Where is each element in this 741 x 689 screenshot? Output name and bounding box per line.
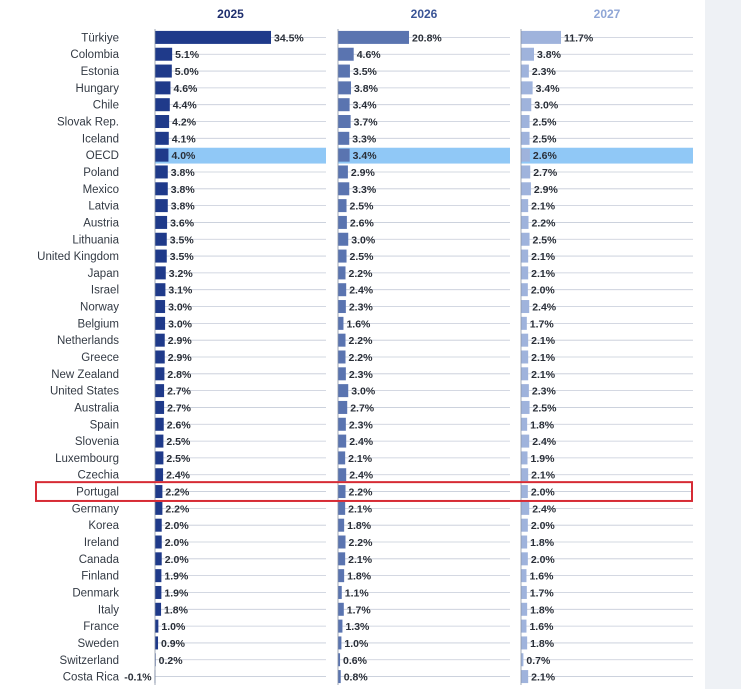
data-label: 2.5% <box>166 452 191 465</box>
bar <box>521 367 528 380</box>
data-label: 2.2% <box>165 486 190 499</box>
bar <box>521 182 531 195</box>
category-label: Türkiye <box>81 32 119 45</box>
bar <box>338 670 341 683</box>
category-label: Greece <box>81 351 119 364</box>
bar <box>521 149 530 162</box>
bar <box>155 620 158 633</box>
data-label: 1.8% <box>530 637 555 650</box>
data-label: 2.9% <box>533 183 558 196</box>
category-label: Denmark <box>72 587 119 600</box>
data-label: 2.4% <box>532 503 557 516</box>
data-label: 2.7% <box>533 166 558 179</box>
data-label: 2.5% <box>532 234 557 247</box>
data-label: 2.8% <box>167 368 192 381</box>
bar <box>338 485 346 498</box>
bar <box>338 182 349 195</box>
category-label: Slovenia <box>74 436 119 449</box>
bar <box>155 199 168 212</box>
bar <box>155 401 164 414</box>
data-label: 2.5% <box>349 200 374 213</box>
data-label: 3.5% <box>352 66 377 79</box>
bar <box>338 266 346 279</box>
bar <box>155 552 162 565</box>
category-label: Portugal <box>76 486 119 499</box>
bar <box>521 300 529 313</box>
panel-title: 2025 <box>217 7 244 21</box>
data-label: 2.1% <box>348 503 373 516</box>
data-label: 3.6% <box>170 217 195 230</box>
data-label: 2.5% <box>532 116 557 129</box>
data-label: 1.8% <box>347 570 372 583</box>
bar <box>155 485 162 498</box>
bar <box>155 603 161 616</box>
bar <box>521 569 526 582</box>
data-label: 4.2% <box>172 116 197 129</box>
bar <box>338 48 354 61</box>
data-label: -0.1% <box>124 671 152 684</box>
data-label: 0.7% <box>526 654 551 667</box>
category-label: United States <box>49 385 119 398</box>
data-label: 2.3% <box>348 419 373 432</box>
bar <box>338 300 346 313</box>
data-label: 2.0% <box>164 537 189 550</box>
category-label: Australia <box>74 402 119 415</box>
bar <box>338 401 347 414</box>
bar <box>155 48 172 61</box>
data-label: 2.5% <box>532 402 557 415</box>
data-label: 3.3% <box>352 133 377 146</box>
bar <box>338 165 348 178</box>
category-label: OECD <box>85 150 119 163</box>
data-label: 3.8% <box>353 82 378 95</box>
bar <box>338 283 346 296</box>
bar <box>338 115 351 128</box>
data-label: 4.0% <box>171 150 196 163</box>
category-label: Switzerland <box>59 654 119 667</box>
data-label: 11.7% <box>564 32 594 45</box>
data-label: 20.8% <box>412 32 442 45</box>
data-label: 2.1% <box>531 351 556 364</box>
category-label: Italy <box>97 604 119 617</box>
bar <box>521 418 527 431</box>
bar <box>155 250 167 263</box>
data-label: 34.5% <box>274 32 304 45</box>
bar <box>338 519 344 532</box>
data-label: 2.4% <box>349 436 374 449</box>
bar <box>155 418 164 431</box>
data-label: 2.6% <box>349 217 374 230</box>
data-label: 2.1% <box>531 469 556 482</box>
data-label: 2.2% <box>348 486 373 499</box>
bar <box>338 586 342 599</box>
bar <box>338 132 349 145</box>
data-label: 4.6% <box>356 49 381 62</box>
data-label: 2.2% <box>348 351 373 364</box>
bar <box>521 435 529 448</box>
bar <box>155 569 161 582</box>
bar <box>338 250 347 263</box>
bar <box>521 334 528 347</box>
data-label: 2.4% <box>532 301 557 314</box>
bar <box>155 536 162 549</box>
bar <box>521 266 528 279</box>
data-label: 1.6% <box>529 621 554 634</box>
data-label: 3.4% <box>352 99 377 112</box>
bar <box>521 586 527 599</box>
bar <box>155 233 167 246</box>
data-label: 1.8% <box>530 537 555 550</box>
bar <box>338 31 409 44</box>
bar <box>521 670 528 683</box>
bar <box>155 350 165 363</box>
data-label: 2.0% <box>530 553 555 566</box>
data-label: 1.7% <box>529 587 554 600</box>
bar <box>155 435 163 448</box>
data-label: 2.1% <box>348 452 373 465</box>
bar <box>521 216 529 229</box>
category-label: Costa Rica <box>62 671 119 684</box>
data-label: 1.6% <box>529 570 554 583</box>
category-label: Netherlands <box>56 335 119 348</box>
bar <box>521 485 528 498</box>
bar <box>521 233 530 246</box>
data-label: 3.0% <box>534 99 559 112</box>
bar <box>521 384 529 397</box>
bar <box>521 283 528 296</box>
data-label: 2.3% <box>531 385 556 398</box>
category-label: New Zealand <box>51 368 119 381</box>
category-label: Finland <box>81 570 119 583</box>
category-label: Poland <box>83 166 119 179</box>
panel-title: 2026 <box>410 7 438 21</box>
category-label: Czechia <box>77 469 119 482</box>
category-label: Belgium <box>77 318 119 331</box>
bar <box>155 300 165 313</box>
data-label: 2.0% <box>530 520 555 533</box>
panel-title: 2027 <box>593 7 621 21</box>
bar <box>155 451 163 464</box>
category-label: Japan <box>87 267 119 280</box>
category-label: Iceland <box>81 133 119 146</box>
data-label: 2.6% <box>166 419 191 432</box>
data-label: 3.4% <box>352 150 377 163</box>
bar <box>521 620 526 633</box>
data-label: 1.7% <box>529 318 554 331</box>
category-label: Colombia <box>70 49 119 62</box>
bar <box>338 65 350 78</box>
data-label: 3.0% <box>168 318 193 331</box>
category-label: Mexico <box>82 183 119 196</box>
bar <box>155 334 165 347</box>
data-label: 2.4% <box>349 469 374 482</box>
data-label: 1.8% <box>530 419 555 432</box>
bar <box>338 552 345 565</box>
bar <box>521 350 528 363</box>
bar <box>521 519 528 532</box>
bar <box>338 350 346 363</box>
data-label: 2.0% <box>530 486 555 499</box>
bar <box>338 451 345 464</box>
category-label: Norway <box>80 301 119 314</box>
data-label: 2.9% <box>167 351 192 364</box>
data-label: 4.1% <box>171 133 196 146</box>
data-label: 1.9% <box>164 587 189 600</box>
data-label: 0.2% <box>158 654 183 667</box>
data-label: 5.0% <box>174 66 199 79</box>
data-label: 3.0% <box>351 234 376 247</box>
data-label: 3.8% <box>170 183 195 196</box>
data-label: 2.4% <box>349 284 374 297</box>
bar <box>338 334 346 347</box>
category-label: Ireland <box>83 537 119 550</box>
data-label: 2.6% <box>532 150 557 163</box>
bar <box>155 115 169 128</box>
bar <box>338 569 344 582</box>
bar <box>155 468 163 481</box>
category-label: Chile <box>92 99 119 112</box>
bar <box>521 552 528 565</box>
data-label: 2.9% <box>350 166 375 179</box>
bar <box>155 586 161 599</box>
bar <box>521 165 530 178</box>
bar <box>521 132 530 145</box>
data-label: 2.9% <box>167 335 192 348</box>
bar <box>521 451 527 464</box>
bar <box>521 31 561 44</box>
data-label: 5.1% <box>175 49 200 62</box>
data-label: 0.6% <box>343 654 367 667</box>
data-label: 2.1% <box>531 335 556 348</box>
bar <box>338 468 346 481</box>
bar <box>338 502 345 515</box>
bar <box>521 115 530 128</box>
category-label: Spain <box>89 419 119 432</box>
bar <box>338 418 346 431</box>
bar <box>521 199 528 212</box>
data-label: 2.1% <box>531 671 556 684</box>
bar <box>155 81 170 94</box>
bar <box>155 266 166 279</box>
data-label: 2.2% <box>348 267 373 280</box>
data-label: 2.0% <box>530 284 555 297</box>
bar <box>155 384 164 397</box>
category-label: Latvia <box>88 200 119 213</box>
data-label: 2.7% <box>167 385 192 398</box>
bar <box>521 502 529 515</box>
data-label: 1.3% <box>345 621 370 634</box>
data-label: 2.4% <box>532 436 557 449</box>
category-label: Hungary <box>75 82 119 95</box>
data-label: 1.1% <box>344 587 369 600</box>
bar <box>521 48 534 61</box>
data-label: 2.7% <box>350 402 375 415</box>
bar <box>521 536 527 549</box>
bar <box>155 65 172 78</box>
data-label: 2.2% <box>348 537 373 550</box>
category-label: Israel <box>90 284 119 297</box>
bar <box>338 620 342 633</box>
category-label: Luxembourg <box>55 452 119 465</box>
bar <box>155 317 165 330</box>
bar <box>338 536 346 549</box>
data-label: 2.1% <box>531 200 556 213</box>
bar <box>338 636 341 649</box>
bar <box>155 182 168 195</box>
category-label: Estonia <box>80 66 119 79</box>
data-label: 3.4% <box>535 82 560 95</box>
data-label: 3.8% <box>536 49 561 62</box>
data-label: 2.3% <box>348 368 373 381</box>
data-label: 2.0% <box>164 553 189 566</box>
bar <box>338 317 343 330</box>
bar <box>338 81 351 94</box>
data-label: 2.2% <box>165 503 190 516</box>
data-label: 3.0% <box>168 301 193 314</box>
data-label: 2.5% <box>532 133 557 146</box>
bar <box>338 98 350 111</box>
data-label: 3.8% <box>170 166 195 179</box>
bar <box>155 216 167 229</box>
data-label: 1.6% <box>346 318 371 331</box>
category-label: Germany <box>71 503 119 516</box>
data-label: 1.8% <box>164 604 188 617</box>
bar <box>338 603 344 616</box>
data-label: 2.2% <box>348 335 373 348</box>
bar <box>155 519 162 532</box>
category-label: Canada <box>78 553 119 566</box>
data-label: 2.1% <box>531 251 556 264</box>
data-label: 2.1% <box>531 267 556 280</box>
data-label: 2.0% <box>164 520 189 533</box>
data-label: 2.4% <box>166 469 191 482</box>
bar <box>521 81 533 94</box>
data-label: 1.9% <box>530 452 555 465</box>
bar <box>521 250 528 263</box>
bar <box>521 401 530 414</box>
data-label: 2.1% <box>531 368 556 381</box>
category-label: France <box>83 621 119 634</box>
bar <box>155 31 271 44</box>
bar <box>338 149 350 162</box>
bar <box>155 165 168 178</box>
category-label: Austria <box>83 217 119 230</box>
data-label: 3.5% <box>169 234 194 247</box>
bar <box>155 636 158 649</box>
data-label: 0.8% <box>343 671 368 684</box>
bar <box>338 233 348 246</box>
bar <box>155 98 170 111</box>
data-label: 3.2% <box>168 267 193 280</box>
bar <box>521 65 529 78</box>
data-label: 3.8% <box>170 200 195 213</box>
data-label: 2.3% <box>531 66 556 79</box>
data-label: 3.1% <box>168 284 193 297</box>
data-label: 2.3% <box>348 301 373 314</box>
data-label: 3.3% <box>352 183 377 196</box>
category-label: Slovak Rep. <box>56 116 119 129</box>
bar <box>521 636 527 649</box>
category-label: United Kingdom <box>37 251 119 264</box>
bar <box>338 367 346 380</box>
data-label: 1.9% <box>164 570 189 583</box>
data-label: 4.4% <box>172 99 197 112</box>
data-label: 0.9% <box>161 637 185 650</box>
bar <box>521 317 527 330</box>
data-label: 1.0% <box>161 621 186 634</box>
bar <box>521 468 528 481</box>
data-label: 3.5% <box>169 251 194 264</box>
data-label: 2.2% <box>531 217 556 230</box>
data-label: 2.5% <box>349 251 374 264</box>
bar <box>338 199 347 212</box>
data-label: 1.0% <box>344 637 369 650</box>
category-label: Lithuania <box>72 234 119 247</box>
bar <box>521 98 531 111</box>
bar <box>155 283 165 296</box>
bar <box>155 502 162 515</box>
data-label: 2.5% <box>166 436 191 449</box>
bar <box>338 384 348 397</box>
data-label: 1.8% <box>530 604 555 617</box>
bar <box>155 132 169 145</box>
data-label: 1.8% <box>347 520 372 533</box>
bar <box>521 603 527 616</box>
category-label: Korea <box>88 520 119 533</box>
category-label: Sweden <box>77 637 119 650</box>
data-label: 1.7% <box>346 604 371 617</box>
data-label: 2.7% <box>167 402 192 415</box>
data-label: 4.6% <box>173 82 198 95</box>
bar <box>155 367 164 380</box>
bar <box>155 149 168 162</box>
data-label: 2.1% <box>348 553 373 566</box>
data-label: 3.0% <box>351 385 376 398</box>
bar <box>338 435 346 448</box>
data-label: 3.7% <box>353 116 378 129</box>
bar <box>338 216 347 229</box>
